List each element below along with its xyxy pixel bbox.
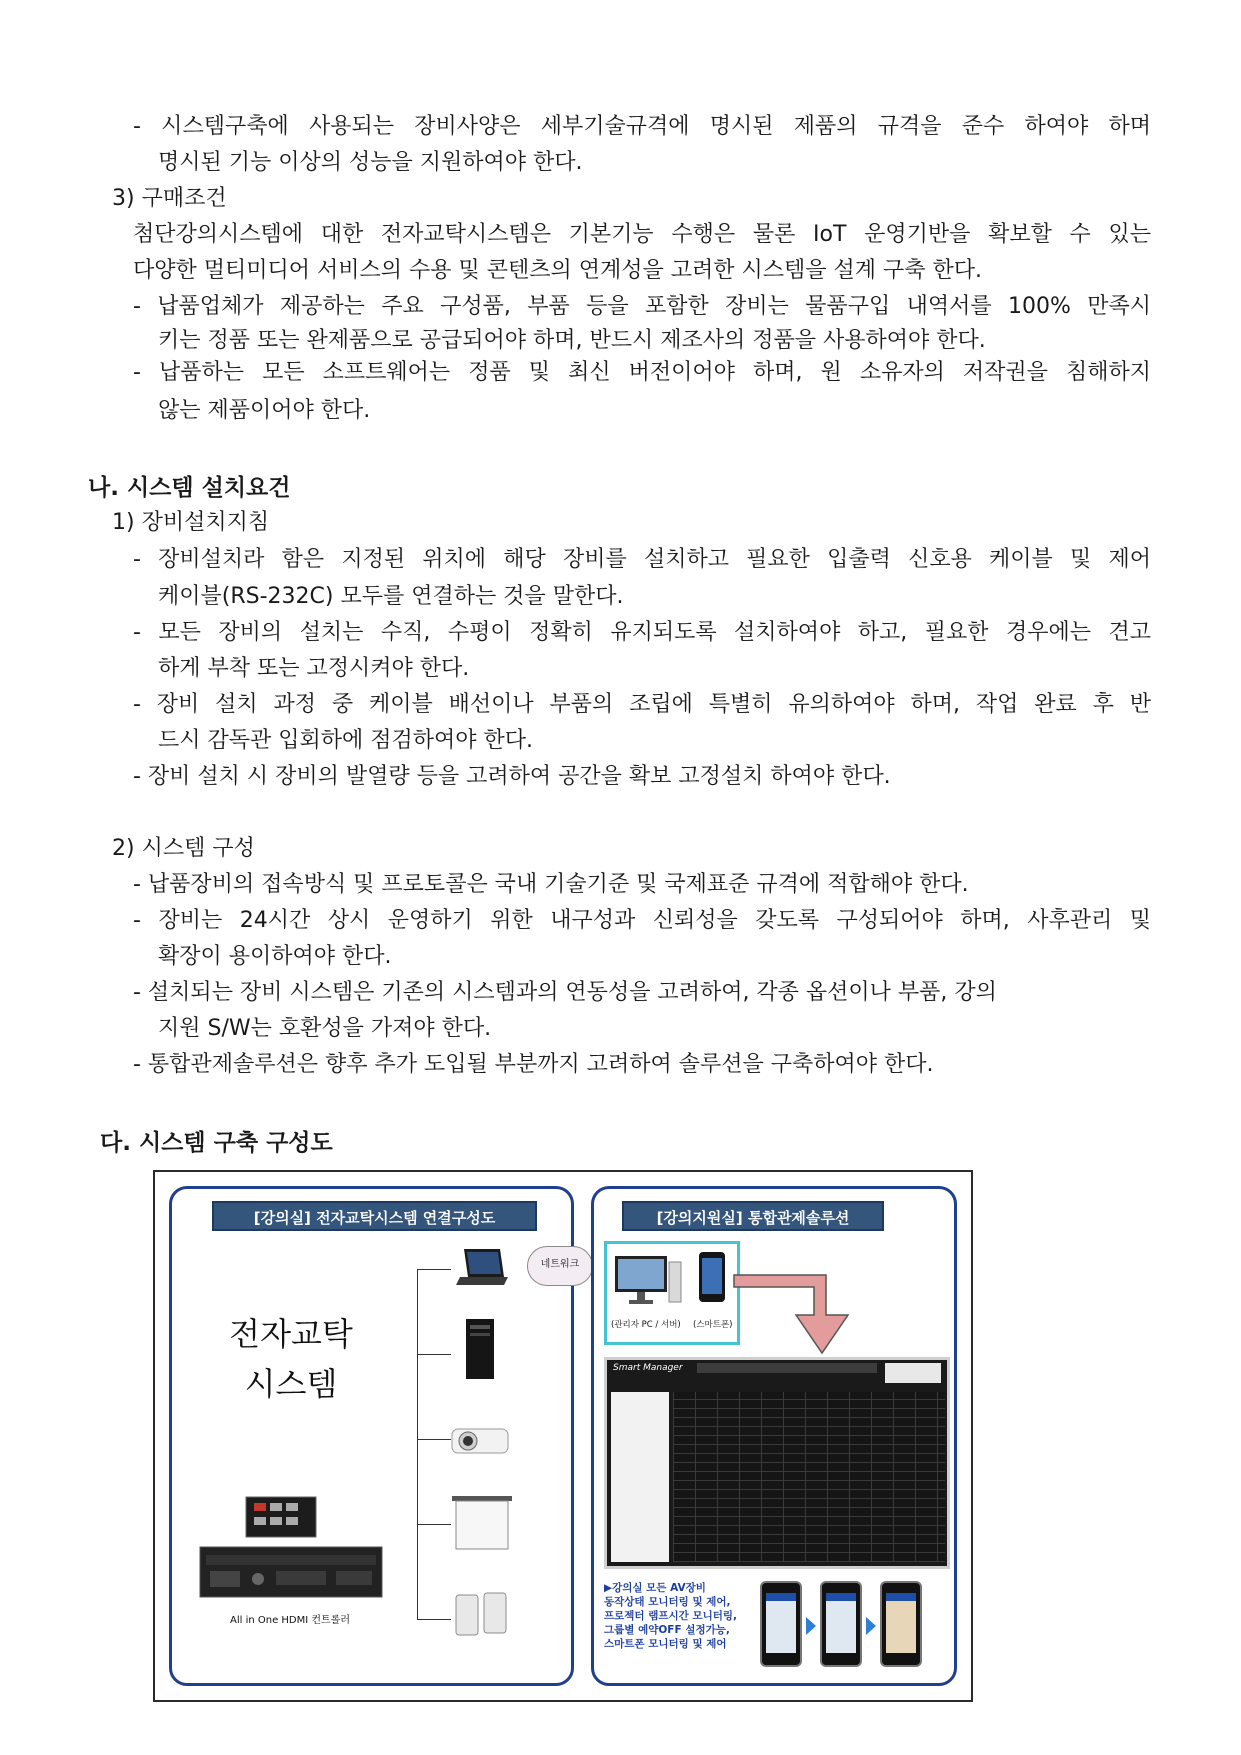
bullet-line: 지원 S/W는 호환성을 가져야 한다. [158, 1016, 492, 1041]
bullet-line: 하게 부착 또는 고정시켜야 한다. [158, 656, 470, 681]
monitor-icon [613, 1252, 683, 1310]
desc-line: 스마트폰 모니터링 및 제어 [604, 1638, 727, 1650]
bullet-line: 확장이 용이하여야 한다. [158, 944, 392, 969]
app-status-grid [673, 1392, 945, 1562]
app-logo [885, 1363, 941, 1383]
bullet-line: - 통합관제솔루션은 향후 추가 도입될 부분까지 고려하여 솔루션을 구축하여야 한다. [133, 1052, 934, 1077]
control-room-panel [591, 1186, 957, 1686]
section-heading: 다. 시스템 구축 구성도 [100, 1130, 333, 1156]
connector-branch [417, 1619, 451, 1620]
admin-devices-box [604, 1241, 740, 1345]
connector-branch [417, 1269, 451, 1270]
controller-icon [196, 1495, 386, 1605]
connector-branch [417, 1439, 451, 1440]
system-label-line1: 전자교탁 [229, 1315, 353, 1353]
smartphone-icon [697, 1250, 727, 1304]
phone-caption: (스마트폰) [693, 1320, 733, 1330]
smart-manager-screenshot [604, 1357, 950, 1569]
bullet-line: 케이블(RS-232C) 모두를 연결하는 것을 말한다. [158, 584, 624, 609]
subheading: 2) 시스템 구성 [112, 836, 255, 861]
subheading: 3) 구매조건 [112, 186, 227, 211]
paragraph-line: 첨단강의시스템에 대한 전자교탁시스템은 기본기능 수행은 물론 IoT 운영기반을 확보할 수 있는 [133, 222, 1151, 247]
bullet-line: - 시스템구축에 사용되는 장비사양은 세부기술규격에 명시된 제품의 규격을 준수 하여야 하며 [133, 114, 1151, 139]
screen-icon [450, 1494, 514, 1554]
bullet-line: - 설치되는 장비 시스템은 기존의 시스템과의 연동성을 고려하여, 각종 옵션이나 부품, 강의 [133, 980, 997, 1005]
smartphone-icon [760, 1581, 802, 1667]
bullet-line: - 모든 장비의 설치는 수직, 수평이 정확히 유지되도록 설치하여야 하고, 필요한 경우에는 견고 [133, 620, 1151, 645]
pc-caption: (관리자 PC / 서버) [611, 1320, 681, 1330]
arrow-right-icon [866, 1617, 876, 1635]
connector-trunk [417, 1269, 418, 1619]
projector-icon [448, 1419, 514, 1459]
system-diagram [153, 1170, 973, 1702]
flow-arrow-icon [730, 1269, 880, 1359]
subheading: 1) 장비설치지침 [112, 510, 270, 535]
smartphone-icon [820, 1581, 862, 1667]
paragraph-line: 다양한 멀티미디어 서비스의 수용 및 콘텐츠의 연계성을 고려한 시스템을 설계 구축 한다. [133, 258, 982, 283]
system-label-line2: 시스템 [244, 1365, 338, 1403]
desc-line: 그룹별 예약OFF 설정가능, [604, 1624, 730, 1636]
laptop-icon [454, 1247, 510, 1291]
desc-line: 동작상태 모니터링 및 제어, [604, 1596, 731, 1608]
app-toolbar [697, 1363, 877, 1373]
bullet-line: - 납품업체가 제공하는 주요 구성품, 부품 등을 포함한 장비는 물품구입 내역서를 100% 만족시 [133, 294, 1151, 319]
bullet-line: - 납품장비의 접속방식 및 프로토콜은 국내 기술기준 및 국제표준 규격에 적합해야 한다. [133, 872, 969, 897]
classroom-panel [169, 1186, 574, 1686]
bullet-line: - 장비설치라 함은 지정된 위치에 해당 장비를 설치하고 필요한 입출력 신호용 케이블 및 제어 [133, 547, 1151, 572]
bullet-line: 키는 정품 또는 완제품으로 공급되어야 하며, 반드시 제조사의 정품을 사용하여야 한다. [158, 328, 986, 353]
arrow-right-icon [806, 1617, 816, 1635]
left-panel-title: [강의실] 전자교탁시스템 연결구성도 [212, 1201, 537, 1231]
smartphone-icon [880, 1581, 922, 1667]
bullet-line: - 장비 설치 시 장비의 발열량 등을 고려하여 공간을 확보 고정설치 하여야 한다. [133, 764, 891, 789]
connector-branch [417, 1524, 451, 1525]
right-panel-title: [강의지원실] 통합관제솔루션 [622, 1201, 884, 1231]
bullet-line: 않는 제품이어야 한다. [158, 398, 371, 423]
cloud-icon: 네트워크 [527, 1246, 593, 1286]
desc-line: 프로젝터 램프시간 모니터링, [604, 1610, 738, 1622]
desc-line: ▶강의실 모든 AV장비 [604, 1582, 706, 1594]
bullet-line: - 장비 설치 과정 중 케이블 배선이나 부품의 조립에 특별히 유의하여야 하며, 작업 완료 후 반 [133, 692, 1151, 717]
bullet-line: - 납품하는 모든 소프트웨어는 정품 및 최신 버전이어야 하며, 원 소유자의 저작권을 침해하지 [133, 360, 1151, 385]
bullet-line: 명시된 기능 이상의 성능을 지원하여야 한다. [158, 150, 583, 175]
connector-branch [417, 1354, 451, 1355]
pc-tower-icon [462, 1317, 498, 1381]
bullet-line: 드시 감독관 입회하에 점검하여야 한다. [158, 728, 533, 753]
app-title: Smart Manager [613, 1363, 683, 1373]
section-heading: 나. 시스템 설치요건 [88, 475, 291, 501]
controller-caption: All in One HDMI 컨트롤러 [230, 1615, 351, 1626]
app-tree-panel [611, 1392, 669, 1562]
speaker-icon [452, 1589, 512, 1641]
feature-description [604, 1581, 754, 1651]
bullet-line: - 장비는 24시간 상시 운영하기 위한 내구성과 신뢰성을 갖도록 구성되어야 하며, 사후관리 및 [133, 908, 1151, 933]
